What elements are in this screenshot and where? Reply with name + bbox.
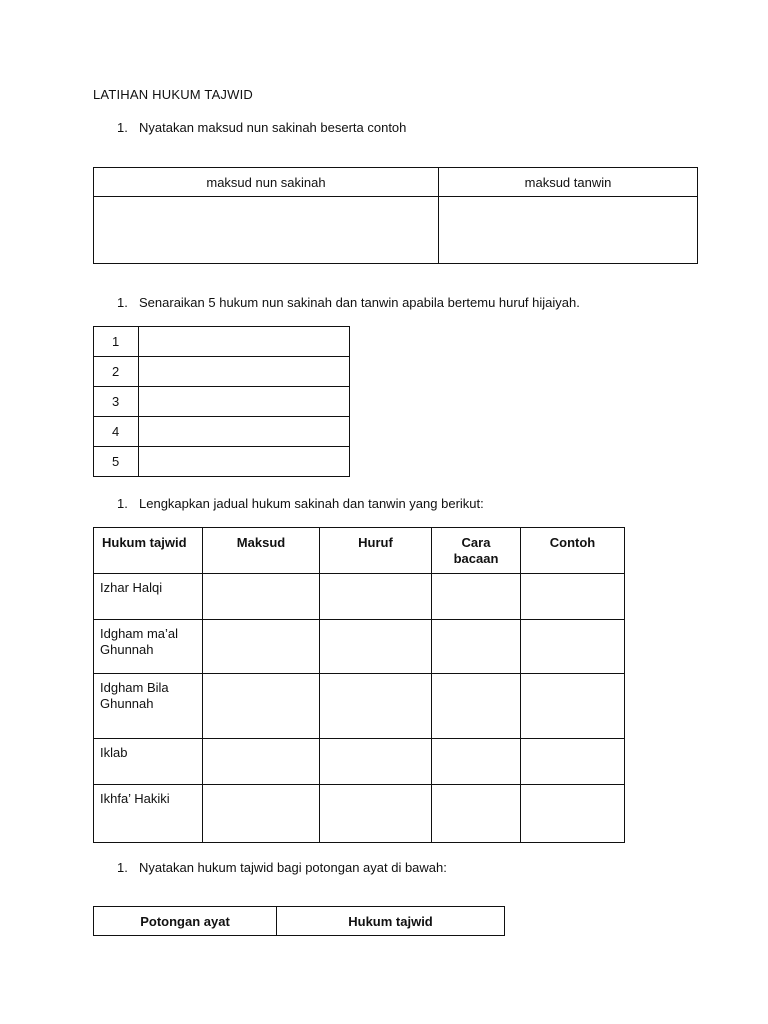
table-row: [94, 447, 350, 477]
table-cell-blank[interactable]: [320, 739, 432, 785]
question-number: 1.: [117, 295, 128, 310]
question-3: [117, 496, 484, 511]
table-cell-blank[interactable]: [521, 739, 625, 785]
row-number: 3: [94, 387, 139, 417]
table-row: [94, 327, 350, 357]
table-cell-blank[interactable]: [439, 197, 698, 264]
table-cell-blank[interactable]: [320, 785, 432, 843]
question-2: [117, 295, 580, 310]
table-cell-blank[interactable]: [320, 574, 432, 620]
table-cell-blank[interactable]: [139, 447, 350, 477]
table-hukum: [93, 527, 625, 843]
table-cell-blank[interactable]: [320, 674, 432, 739]
question-text: Senaraikan 5 hukum nun sakinah dan tanwin apabila bertemu huruf hijaiyah.: [139, 295, 580, 310]
table-cell-blank[interactable]: [139, 417, 350, 447]
question-text: Nyatakan hukum tajwid bagi potongan ayat di bawah:: [139, 860, 447, 875]
question-text: Nyatakan maksud nun sakinah beserta contoh: [139, 120, 407, 135]
table-cell-blank[interactable]: [432, 785, 521, 843]
table-cell-blank[interactable]: [432, 739, 521, 785]
row-number: 2: [94, 357, 139, 387]
table-cell-blank[interactable]: [320, 620, 432, 674]
table-row: [94, 785, 625, 843]
table-header: maksud tanwin: [439, 168, 698, 197]
question-4: [117, 860, 447, 875]
table-header: Maksud: [203, 528, 320, 574]
question-number: 1.: [117, 496, 128, 511]
table-cell-blank[interactable]: [203, 574, 320, 620]
table-row: [94, 674, 625, 739]
table-maksud: [93, 167, 698, 264]
table-potongan-ayat: [93, 906, 505, 936]
row-number: 5: [94, 447, 139, 477]
question-number: 1.: [117, 860, 128, 875]
table-cell-blank[interactable]: [203, 739, 320, 785]
question-text: Lengkapkan jadual hukum sakinah dan tanwin yang berikut:: [139, 496, 484, 511]
table-cell-blank[interactable]: [521, 674, 625, 739]
table-row: [94, 620, 625, 674]
row-label: Idgham Bila Ghunnah: [94, 674, 203, 739]
table-senarai: [93, 326, 350, 477]
table-cell-blank[interactable]: [521, 620, 625, 674]
table-header: Hukum tajwid: [94, 528, 203, 574]
table-header: Hukum tajwid: [277, 907, 505, 936]
table-row: [94, 357, 350, 387]
table-row: [94, 417, 350, 447]
table-row: [94, 739, 625, 785]
row-label: Izhar Halqi: [94, 574, 203, 620]
row-label: Iklab: [94, 739, 203, 785]
question-1: [117, 120, 406, 135]
table-cell-blank[interactable]: [521, 574, 625, 620]
table-row: [94, 574, 625, 620]
row-label: Ikhfa’ Hakiki: [94, 785, 203, 843]
table-header: maksud nun sakinah: [94, 168, 439, 197]
row-label: Idgham ma’al Ghunnah: [94, 620, 203, 674]
page-title: LATIHAN HUKUM TAJWID: [93, 87, 254, 102]
table-cell-blank[interactable]: [432, 574, 521, 620]
question-number: 1.: [117, 120, 128, 135]
table-cell-blank[interactable]: [94, 197, 439, 264]
table-cell-blank[interactable]: [139, 357, 350, 387]
row-number: 1: [94, 327, 139, 357]
row-number: 4: [94, 417, 139, 447]
table-cell-blank[interactable]: [139, 327, 350, 357]
table-cell-blank[interactable]: [432, 674, 521, 739]
table-row: [94, 387, 350, 417]
table-header: Potongan ayat: [94, 907, 277, 936]
table-header: Cara bacaan: [432, 528, 521, 574]
table-cell-blank[interactable]: [432, 620, 521, 674]
table-cell-blank[interactable]: [203, 620, 320, 674]
table-cell-blank[interactable]: [521, 785, 625, 843]
table-header: Contoh: [521, 528, 625, 574]
table-cell-blank[interactable]: [203, 674, 320, 739]
table-cell-blank[interactable]: [203, 785, 320, 843]
table-header: Huruf: [320, 528, 432, 574]
table-cell-blank[interactable]: [139, 387, 350, 417]
